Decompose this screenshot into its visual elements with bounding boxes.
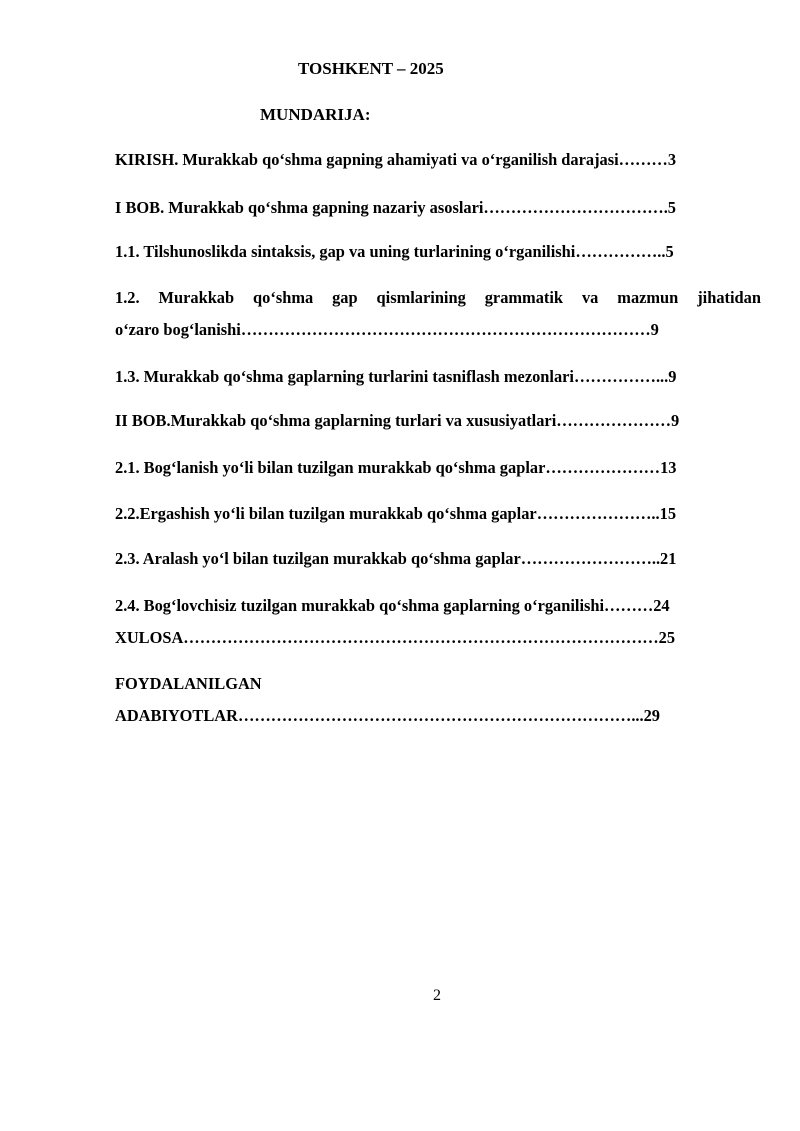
toc-entry-2-1: 2.1. Bog‘lanish yo‘li bilan tuzilgan murakkab qo‘shma gaplar…………………13 bbox=[115, 458, 677, 477]
page-number: 2 bbox=[433, 987, 441, 1004]
toc-entry-kirish: KIRISH. Murakkab qo‘shma gapning ahamiyati va o‘rganilish darajasi………3 bbox=[115, 150, 677, 169]
toc-entry-2-3: 2.3. Aralash yo‘l bilan tuzilgan murakkab qo‘shma gaplar……………………..21 bbox=[115, 549, 677, 568]
toc-entry-references: FOYDALANILGAN bbox=[115, 674, 262, 693]
toc-entry-2-4: 2.4. Bog‘lovchisiz tuzilgan murakkab qo‘shma gaplarning o‘rganilishi………24 bbox=[115, 596, 670, 615]
toc-entry-chapter-2: II BOB.Murakkab qo‘shma gaplarning turlari va xususiyatlari…………………9 bbox=[115, 411, 680, 430]
toc-entry-1-1: 1.1. Tilshunoslikda sintaksis, gap va uning turlarining o‘rganilishi……………..5 bbox=[115, 242, 674, 261]
toc-entry-xulosa: XULOSA……………………………………………………………………………25 bbox=[115, 628, 676, 647]
toc-title: MUNDARIJA: bbox=[260, 105, 371, 124]
toc-entry-2-2: 2.2.Ergashish yo‘li bilan tuzilgan murakkab qo‘shma gaplar…………………..15 bbox=[115, 504, 677, 523]
toc-entry-chapter-1: I BOB. Murakkab qo‘shma gapning nazariy asoslari…………………………….5 bbox=[115, 198, 676, 217]
city-year-heading: TOSHKENT – 2025 bbox=[298, 59, 444, 78]
toc-entry-1-2-continued: o‘zaro bog‘lanishi…………………………………………………………………9 bbox=[115, 320, 659, 339]
toc-entry-references-continued: ADABIYOTLAR………………………………………………………………...29 bbox=[115, 706, 661, 725]
toc-entry-1-3: 1.3. Murakkab qo‘shma gaplarning turlarini tasniflash mezonlari……………...9 bbox=[115, 367, 677, 386]
toc-entry-1-2: 1.2. Murakkab qo‘shma gap qismlarining grammatik va mazmun jihatidan bbox=[115, 288, 761, 307]
